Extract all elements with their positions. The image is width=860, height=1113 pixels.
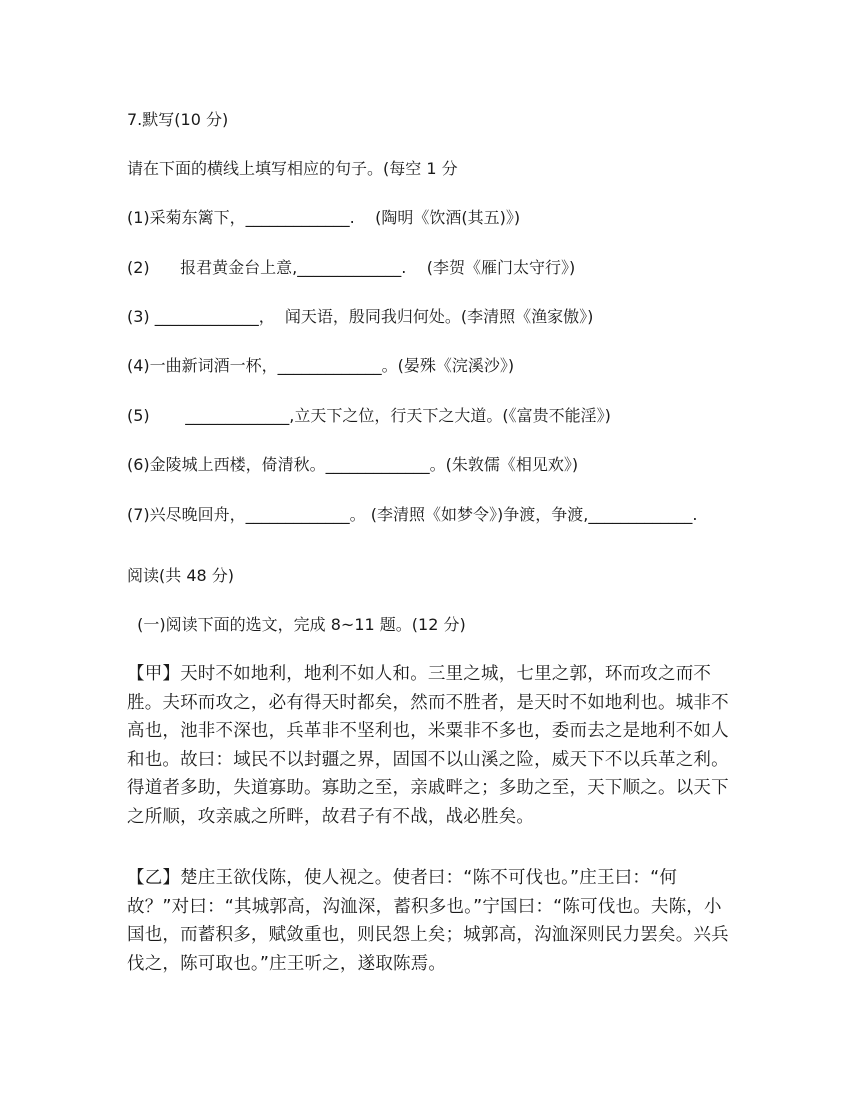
section-7-title: 7.默写(10 分) bbox=[127, 110, 229, 129]
fill-item-1: (1)采菊东篱下，_____________. (陶明《饮酒(其五)》) bbox=[127, 208, 521, 227]
passage-yi: 【乙】楚庄王欲伐陈，使人视之。使者曰：“陈不可伐也。”庄王曰：“何故？”对曰：“其城郭高，沟洫深，蓄积多也。”宁国曰：“陈可伐也。夫陈，小国也，而蓄积多，赋敛重也，则民怨上矣；城郭高，沟洫深则民力罢矣。兴兵伐之，陈可取也。”庄王听之，遂取陈焉。 bbox=[127, 868, 729, 974]
fill-item-3: (3) _____________， 闻天语，殷同我归何处。(李清照《渔家傲》) bbox=[127, 307, 594, 326]
fill-item-5: (5) _____________,立天下之位，行天下之大道。(《富贵不能淫》) bbox=[127, 406, 611, 425]
fill-item-7: (7)兴尽晚回舟，_____________。 (李清照《如梦令》)争渡，争渡,_____________. bbox=[127, 505, 698, 524]
fill-item-4: (4)一曲新词酒一杯，_____________。(晏殊《浣溪沙》) bbox=[127, 356, 515, 375]
reading-sub-title: (一)阅读下面的选文，完成 8~11 题。(12 分) bbox=[127, 615, 466, 634]
fill-item-2: (2) 报君黄金台上意,_____________. (李贺《雁门太守行》) bbox=[127, 258, 576, 277]
section-7-instruction: 请在下面的横线上填写相应的句子。(每空 1 分 bbox=[127, 159, 458, 178]
passage-jia: 【甲】天时不如地利，地利不如人和。三里之城，七里之郭，环而攻之而不胜。夫环而攻之，必有得天时都矣，然而不胜者，是天时不如地利也。城非不高也，池非不深也，兵革非不坚利也，米粟非不多也，委而去之是地利不如人和也。故曰：域民不以封疆之界，固国不以山溪之险，威天下不以兵革之利。得道者多助，失道寡助。寡助之至，亲戚畔之；多助之至，天下顺之。以天下之所顺，攻亲戚之所畔，故君子有不战，战必胜矣。 bbox=[127, 664, 729, 827]
reading-section-title: 阅读(共 48 分) bbox=[127, 566, 235, 585]
fill-item-6: (6)金陵城上西楼，倚清秋。_____________。(朱敦儒《相见欢》) bbox=[127, 455, 579, 474]
